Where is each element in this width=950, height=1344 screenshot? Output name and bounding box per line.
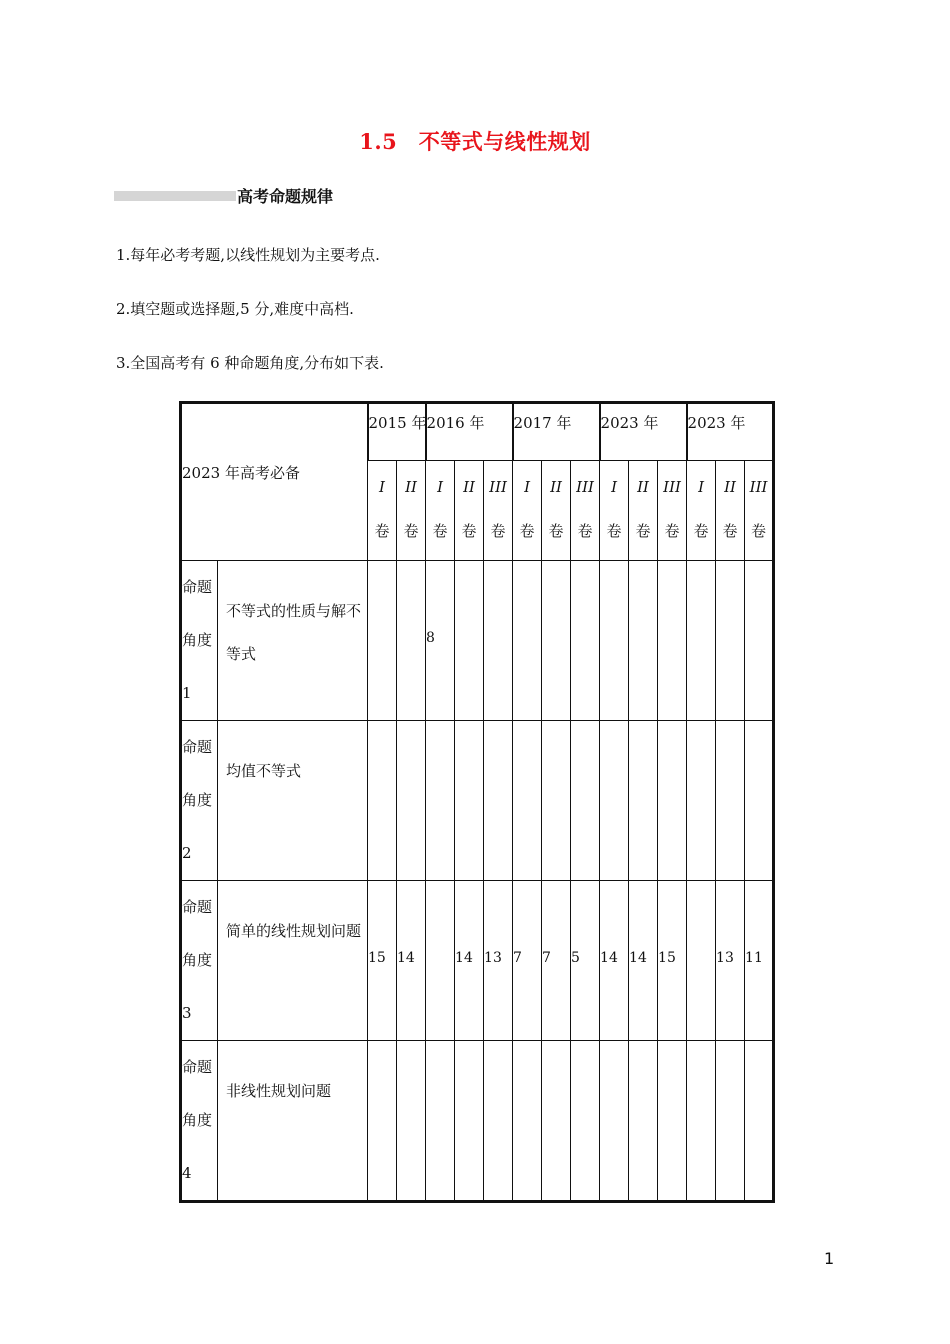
year-header: 2023 年	[687, 403, 774, 461]
value-cell	[455, 721, 484, 881]
volume-header	[658, 461, 687, 561]
value-cell	[426, 721, 455, 881]
volume-label: 卷	[432, 522, 448, 540]
distribution-table	[179, 401, 775, 1203]
volume-label: 卷	[490, 522, 506, 540]
volume-numeral: III	[749, 478, 768, 496]
table-row	[181, 561, 774, 721]
volume-header	[716, 461, 745, 561]
value-cell	[455, 1041, 484, 1202]
value-cell	[745, 561, 774, 721]
volume-label: 卷	[461, 522, 477, 540]
table-row	[181, 1041, 774, 1202]
year-header: 2016 年	[426, 403, 513, 461]
volume-numeral: I	[437, 478, 443, 496]
value-cell	[658, 1041, 687, 1202]
angle-label-part: 角度	[182, 791, 213, 809]
volume-label: 卷	[403, 522, 419, 540]
volume-header	[455, 461, 484, 561]
value-cell	[600, 721, 629, 881]
value-cell	[600, 1041, 629, 1202]
value-cell: 5	[571, 881, 600, 1041]
volume-header	[426, 461, 455, 561]
volume-label: 卷	[519, 522, 535, 540]
value-cell	[484, 721, 513, 881]
volume-numeral: III	[489, 478, 507, 496]
value-cell	[397, 721, 426, 881]
volume-label: 卷	[577, 522, 593, 540]
category-cell: 简单的线性规划问题	[218, 881, 368, 1041]
value-cell: 14	[629, 881, 658, 1041]
value-cell: 15	[368, 881, 397, 1041]
angle-label-part: 命题	[182, 738, 213, 756]
volume-label: 卷	[693, 522, 709, 540]
paragraph-2: 2.填空题或选择题,5 分,难度中高档.	[116, 300, 354, 318]
angle-label-part: 命题	[182, 898, 213, 916]
value-cell	[426, 881, 455, 1041]
value-cell	[455, 561, 484, 721]
value-cell	[629, 721, 658, 881]
value-cell: 13	[484, 881, 513, 1041]
volume-numeral: I	[698, 478, 704, 496]
value-cell: 14	[600, 881, 629, 1041]
volume-numeral: III	[576, 478, 594, 496]
paragraph-1: 1.每年必考考题,以线性规划为主要考点.	[116, 246, 380, 264]
category-cell: 不等式的性质与解不等式	[218, 561, 368, 721]
volume-header	[571, 461, 600, 561]
page-number: 1	[824, 1249, 835, 1268]
category-cell: 均值不等式	[218, 721, 368, 881]
value-cell: 15	[658, 881, 687, 1041]
volume-label: 卷	[635, 522, 651, 540]
value-cell	[571, 721, 600, 881]
volume-label: 卷	[606, 522, 622, 540]
value-cell	[716, 561, 745, 721]
value-cell	[687, 721, 716, 881]
value-cell	[368, 561, 397, 721]
value-cell: 11	[745, 881, 774, 1041]
volume-header	[745, 461, 774, 561]
value-cell: 7	[542, 881, 571, 1041]
angle-label-part: 角度	[182, 631, 213, 649]
value-cell	[484, 561, 513, 721]
volume-label: 卷	[548, 522, 564, 540]
value-cell	[629, 1041, 658, 1202]
volume-numeral: I	[379, 478, 385, 496]
value-cell: 8	[426, 561, 455, 721]
value-cell: 13	[716, 881, 745, 1041]
value-cell	[542, 561, 571, 721]
year-header: 2015 年	[368, 403, 426, 461]
value-cell	[426, 1041, 455, 1202]
value-cell	[542, 721, 571, 881]
value-cell	[571, 1041, 600, 1202]
value-cell	[687, 881, 716, 1041]
angle-label-part: 3	[182, 1004, 192, 1022]
value-cell	[658, 721, 687, 881]
angle-label	[181, 1041, 218, 1202]
value-cell	[513, 1041, 542, 1202]
value-cell	[687, 561, 716, 721]
angle-label-part: 角度	[182, 1111, 213, 1129]
volume-label: 卷	[664, 522, 680, 540]
value-cell: 14	[455, 881, 484, 1041]
value-cell	[629, 561, 658, 721]
volume-numeral: II	[463, 478, 475, 496]
value-cell	[368, 721, 397, 881]
volume-header	[513, 461, 542, 561]
volume-label: 卷	[374, 522, 390, 540]
volume-numeral: II	[724, 478, 736, 496]
angle-label-part: 4	[182, 1164, 192, 1182]
value-cell	[368, 1041, 397, 1202]
value-cell	[716, 1041, 745, 1202]
table-corner: 2023 年高考必备	[181, 403, 368, 561]
angle-label-part: 角度	[182, 951, 213, 969]
volume-numeral: II	[405, 478, 417, 496]
value-cell	[397, 561, 426, 721]
value-cell: 7	[513, 881, 542, 1041]
angle-label-part: 2	[182, 844, 192, 862]
value-cell	[745, 1041, 774, 1202]
paragraph-3: 3.全国高考有 6 种命题角度,分布如下表.	[116, 354, 384, 372]
volume-header	[368, 461, 397, 561]
volume-header	[687, 461, 716, 561]
angle-label	[181, 721, 218, 881]
value-cell	[513, 721, 542, 881]
angle-label-part: 1	[182, 684, 192, 702]
section-bar	[114, 191, 236, 201]
value-cell	[687, 1041, 716, 1202]
volume-header	[629, 461, 658, 561]
volume-numeral: II	[637, 478, 649, 496]
value-cell	[484, 1041, 513, 1202]
value-cell: 14	[397, 881, 426, 1041]
table-row	[181, 721, 774, 881]
volume-header	[542, 461, 571, 561]
value-cell	[745, 721, 774, 881]
volume-numeral: III	[663, 478, 681, 496]
volume-numeral: I	[524, 478, 530, 496]
value-cell	[716, 721, 745, 881]
value-cell	[513, 561, 542, 721]
angle-label	[181, 561, 218, 721]
year-header: 2017 年	[513, 403, 600, 461]
volume-header	[397, 461, 426, 561]
section-heading: 高考命题规律	[237, 187, 334, 206]
category-cell: 非线性规划问题	[218, 1041, 368, 1202]
angle-label-part: 命题	[182, 1058, 213, 1076]
volume-numeral: I	[611, 478, 617, 496]
volume-label: 卷	[722, 522, 738, 540]
value-cell	[600, 561, 629, 721]
volume-header	[600, 461, 629, 561]
year-header: 2023 年	[600, 403, 687, 461]
angle-label-part: 命题	[182, 578, 213, 596]
value-cell	[571, 561, 600, 721]
volume-numeral: II	[550, 478, 562, 496]
volume-header	[484, 461, 513, 561]
page-title: 1.5 不等式与线性规划	[359, 129, 591, 154]
value-cell	[397, 1041, 426, 1202]
angle-label	[181, 881, 218, 1041]
table-row	[181, 881, 774, 1041]
value-cell	[542, 1041, 571, 1202]
volume-label: 卷	[751, 522, 767, 540]
value-cell	[658, 561, 687, 721]
